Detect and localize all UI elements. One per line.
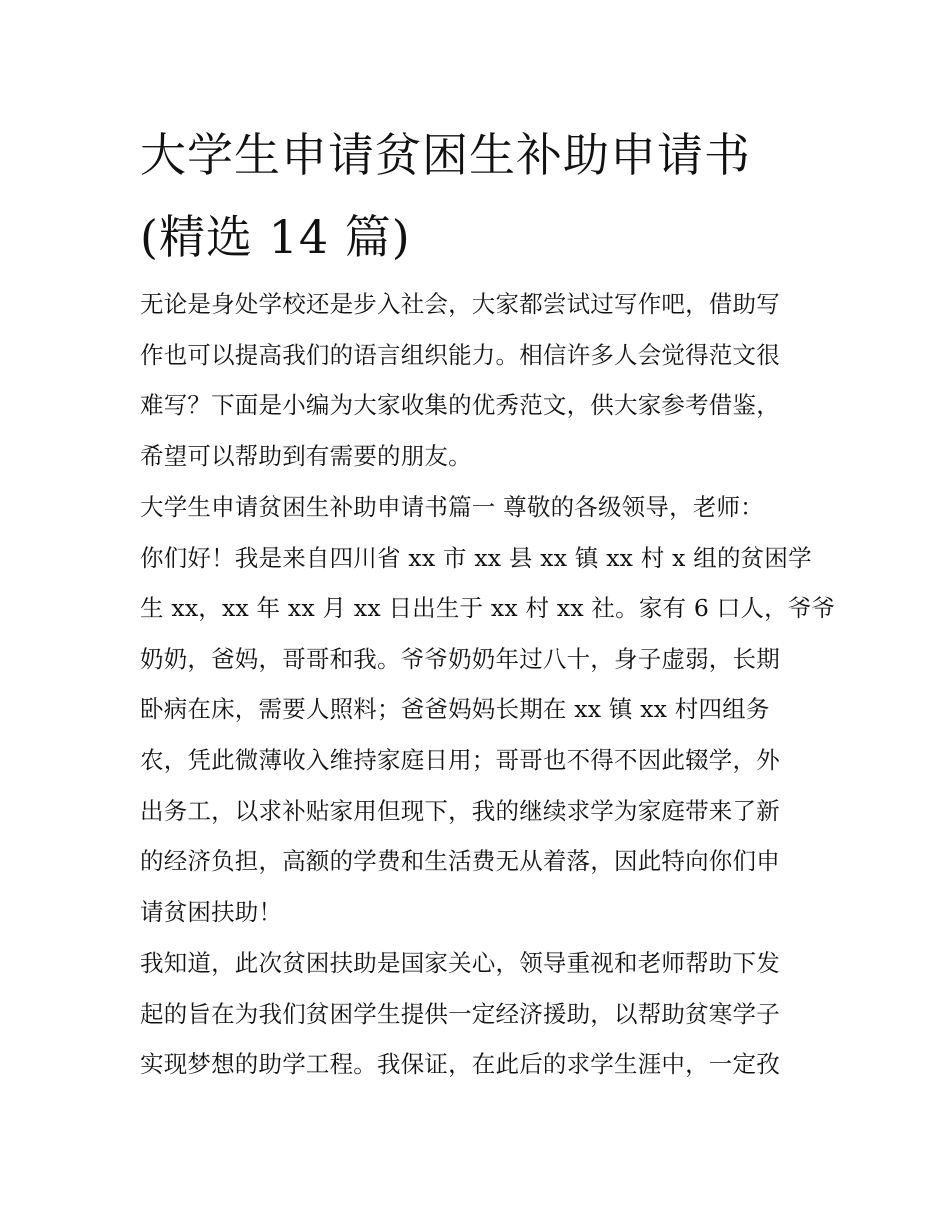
- text-line: 生 xx，xx 年 xx 月 xx 日出生于 xx 村 xx 社。家有 6 口人，爷爷: [140, 594, 836, 623]
- letter-paragraph: [140, 482, 836, 937]
- text-line: 实现梦想的助学工程。我保证，在此后的求学生涯中，一定孜: [140, 1050, 780, 1079]
- text-line: 大学生申请贫困生补助申请书篇一 尊敬的各级领导，老师：: [140, 493, 764, 521]
- text-line: 难写？下面是小编为大家收集的优秀范文，供大家参考借鉴，: [140, 391, 780, 420]
- text-line: 奶奶，爸妈，哥哥和我。爷爷奶奶年过八十，身子虚弱，长期: [140, 644, 780, 673]
- document-title: [140, 114, 820, 278]
- intro-paragraph: [140, 279, 820, 481]
- text-line: 作也可以提高我们的语言组织能力。相信许多人会觉得范文很: [140, 340, 780, 369]
- text-line: 无论是身处学校还是步入社会，大家都尝试过写作吧，借助写: [140, 290, 780, 318]
- text-line: 起的旨在为我们贫困学生提供一定经济援助，以帮助贫寒学子: [140, 999, 780, 1028]
- text-line: 出务工，以求补贴家用但现下，我的继续求学为家庭带来了新: [140, 796, 780, 825]
- title-line: 大学生申请贫困生补助申请书: [140, 128, 751, 182]
- text-line: 请贫困扶助！: [140, 897, 283, 926]
- text-line: 我知道，此次贫困扶助是国家关心，领导重视和老师帮助下发: [140, 949, 780, 977]
- text-line: 卧病在床，需要人照料；爸爸妈妈长期在 xx 镇 xx 村四组务: [140, 695, 770, 724]
- text-line: 的经济负担，高额的学费和生活费无从着落，因此特向你们申: [140, 847, 780, 876]
- title-line: (精选 14 篇): [140, 210, 411, 264]
- commitment-paragraph: [140, 938, 820, 1090]
- text-line: 希望可以帮助到有需要的朋友。: [140, 441, 472, 470]
- text-line: 农，凭此微薄收入维持家庭日用；哥哥也不得不因此辍学，外: [140, 745, 780, 774]
- text-line: 你们好！我是来自四川省 xx 市 xx 县 xx 镇 xx 村 x 组的贫困学: [140, 543, 812, 572]
